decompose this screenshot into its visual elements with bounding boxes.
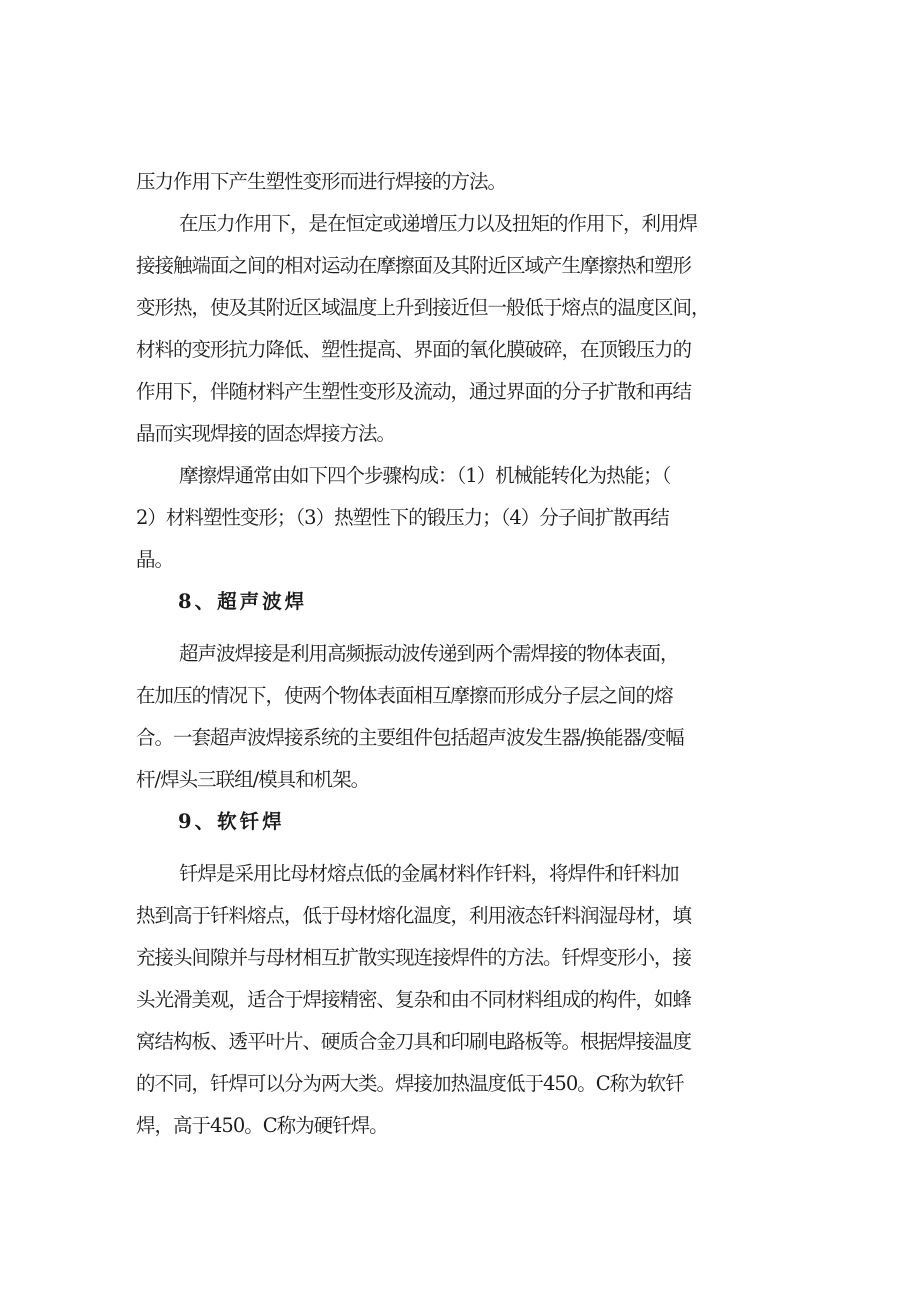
section-heading — [178, 589, 307, 615]
paragraph-line: 接接触端面之间的相对运动在摩擦面及其附近区域产生摩擦热和塑形 — [136, 254, 692, 277]
paragraph-line: 热到高于钎料熔点，低于母材熔化温度，利用液态钎料润湿母材，填 — [136, 904, 692, 927]
paragraph-line: 变形热，使及其附近区域温度上升到接近但一般低于熔点的温度区间， — [136, 296, 710, 319]
paragraph-line: 在加压的情况下，使两个物体表面相互摩擦而形成分子层之间的熔 — [136, 684, 673, 707]
paragraph-line: 窝结构板、透平叶片、硬质合金刀具和印刷电路板等。根据焊接温度 — [136, 1030, 692, 1053]
section-number: 8 — [178, 590, 195, 613]
section-number: 9 — [178, 810, 195, 833]
paragraph-line: 焊，高于450。C称为硬钎焊。 — [136, 1114, 388, 1137]
paragraph-line: 头光滑美观，适合于焊接精密、复杂和由不同材料组成的构件，如蜂 — [136, 988, 692, 1011]
paragraph-line: 合。一套超声波焊接系统的主要组件包括超声波发生器/换能器/变幅 — [136, 726, 684, 749]
paragraph-line: 2）材料塑性变形；（3）热塑性下的锻压力；（4）分子间扩散再结 — [136, 506, 669, 529]
section-separator: 、 — [194, 810, 218, 833]
paragraph-line: 材料的变形抗力降低、塑性提高、界面的氧化膜破碎，在顶锻压力的 — [136, 338, 692, 361]
paragraph-line: 在压力作用下，是在恒定或递增压力以及扭矩的作用下，利用焊 — [179, 212, 698, 235]
section-title: 超声波焊 — [217, 590, 308, 613]
paragraph-line: 超声波焊接是利用高频振动波传递到两个需焊接的物体表面， — [179, 642, 679, 665]
paragraph-line: 充接头间隙并与母材相互扩散实现连接焊件的方法。钎焊变形小，接 — [136, 946, 692, 969]
paragraph-line: 杆/焊头三联组/模具和机架。 — [136, 768, 370, 791]
paragraph-line: 的不同，钎焊可以分为两大类。焊接加热温度低于450。C称为软钎 — [136, 1072, 684, 1095]
section-title: 软钎焊 — [217, 810, 285, 833]
section-heading — [178, 809, 285, 835]
paragraph-line: 摩擦焊通常由如下四个步骤构成：（1）机械能转化为热能；（ — [179, 464, 671, 487]
paragraph-line: 钎焊是采用比母材熔点低的金属材料作钎料，将焊件和钎料加 — [179, 862, 679, 885]
paragraph-line: 晶而实现焊接的固态焊接方法。 — [136, 422, 396, 445]
paragraph-line: 晶。 — [136, 548, 174, 571]
paragraph-line: 压力作用下产生塑性变形而进行焊接的方法。 — [136, 170, 507, 193]
section-separator: 、 — [194, 590, 218, 613]
paragraph-line: 作用下，伴随材料产生塑性变形及流动，通过界面的分子扩散和再结 — [136, 380, 692, 403]
